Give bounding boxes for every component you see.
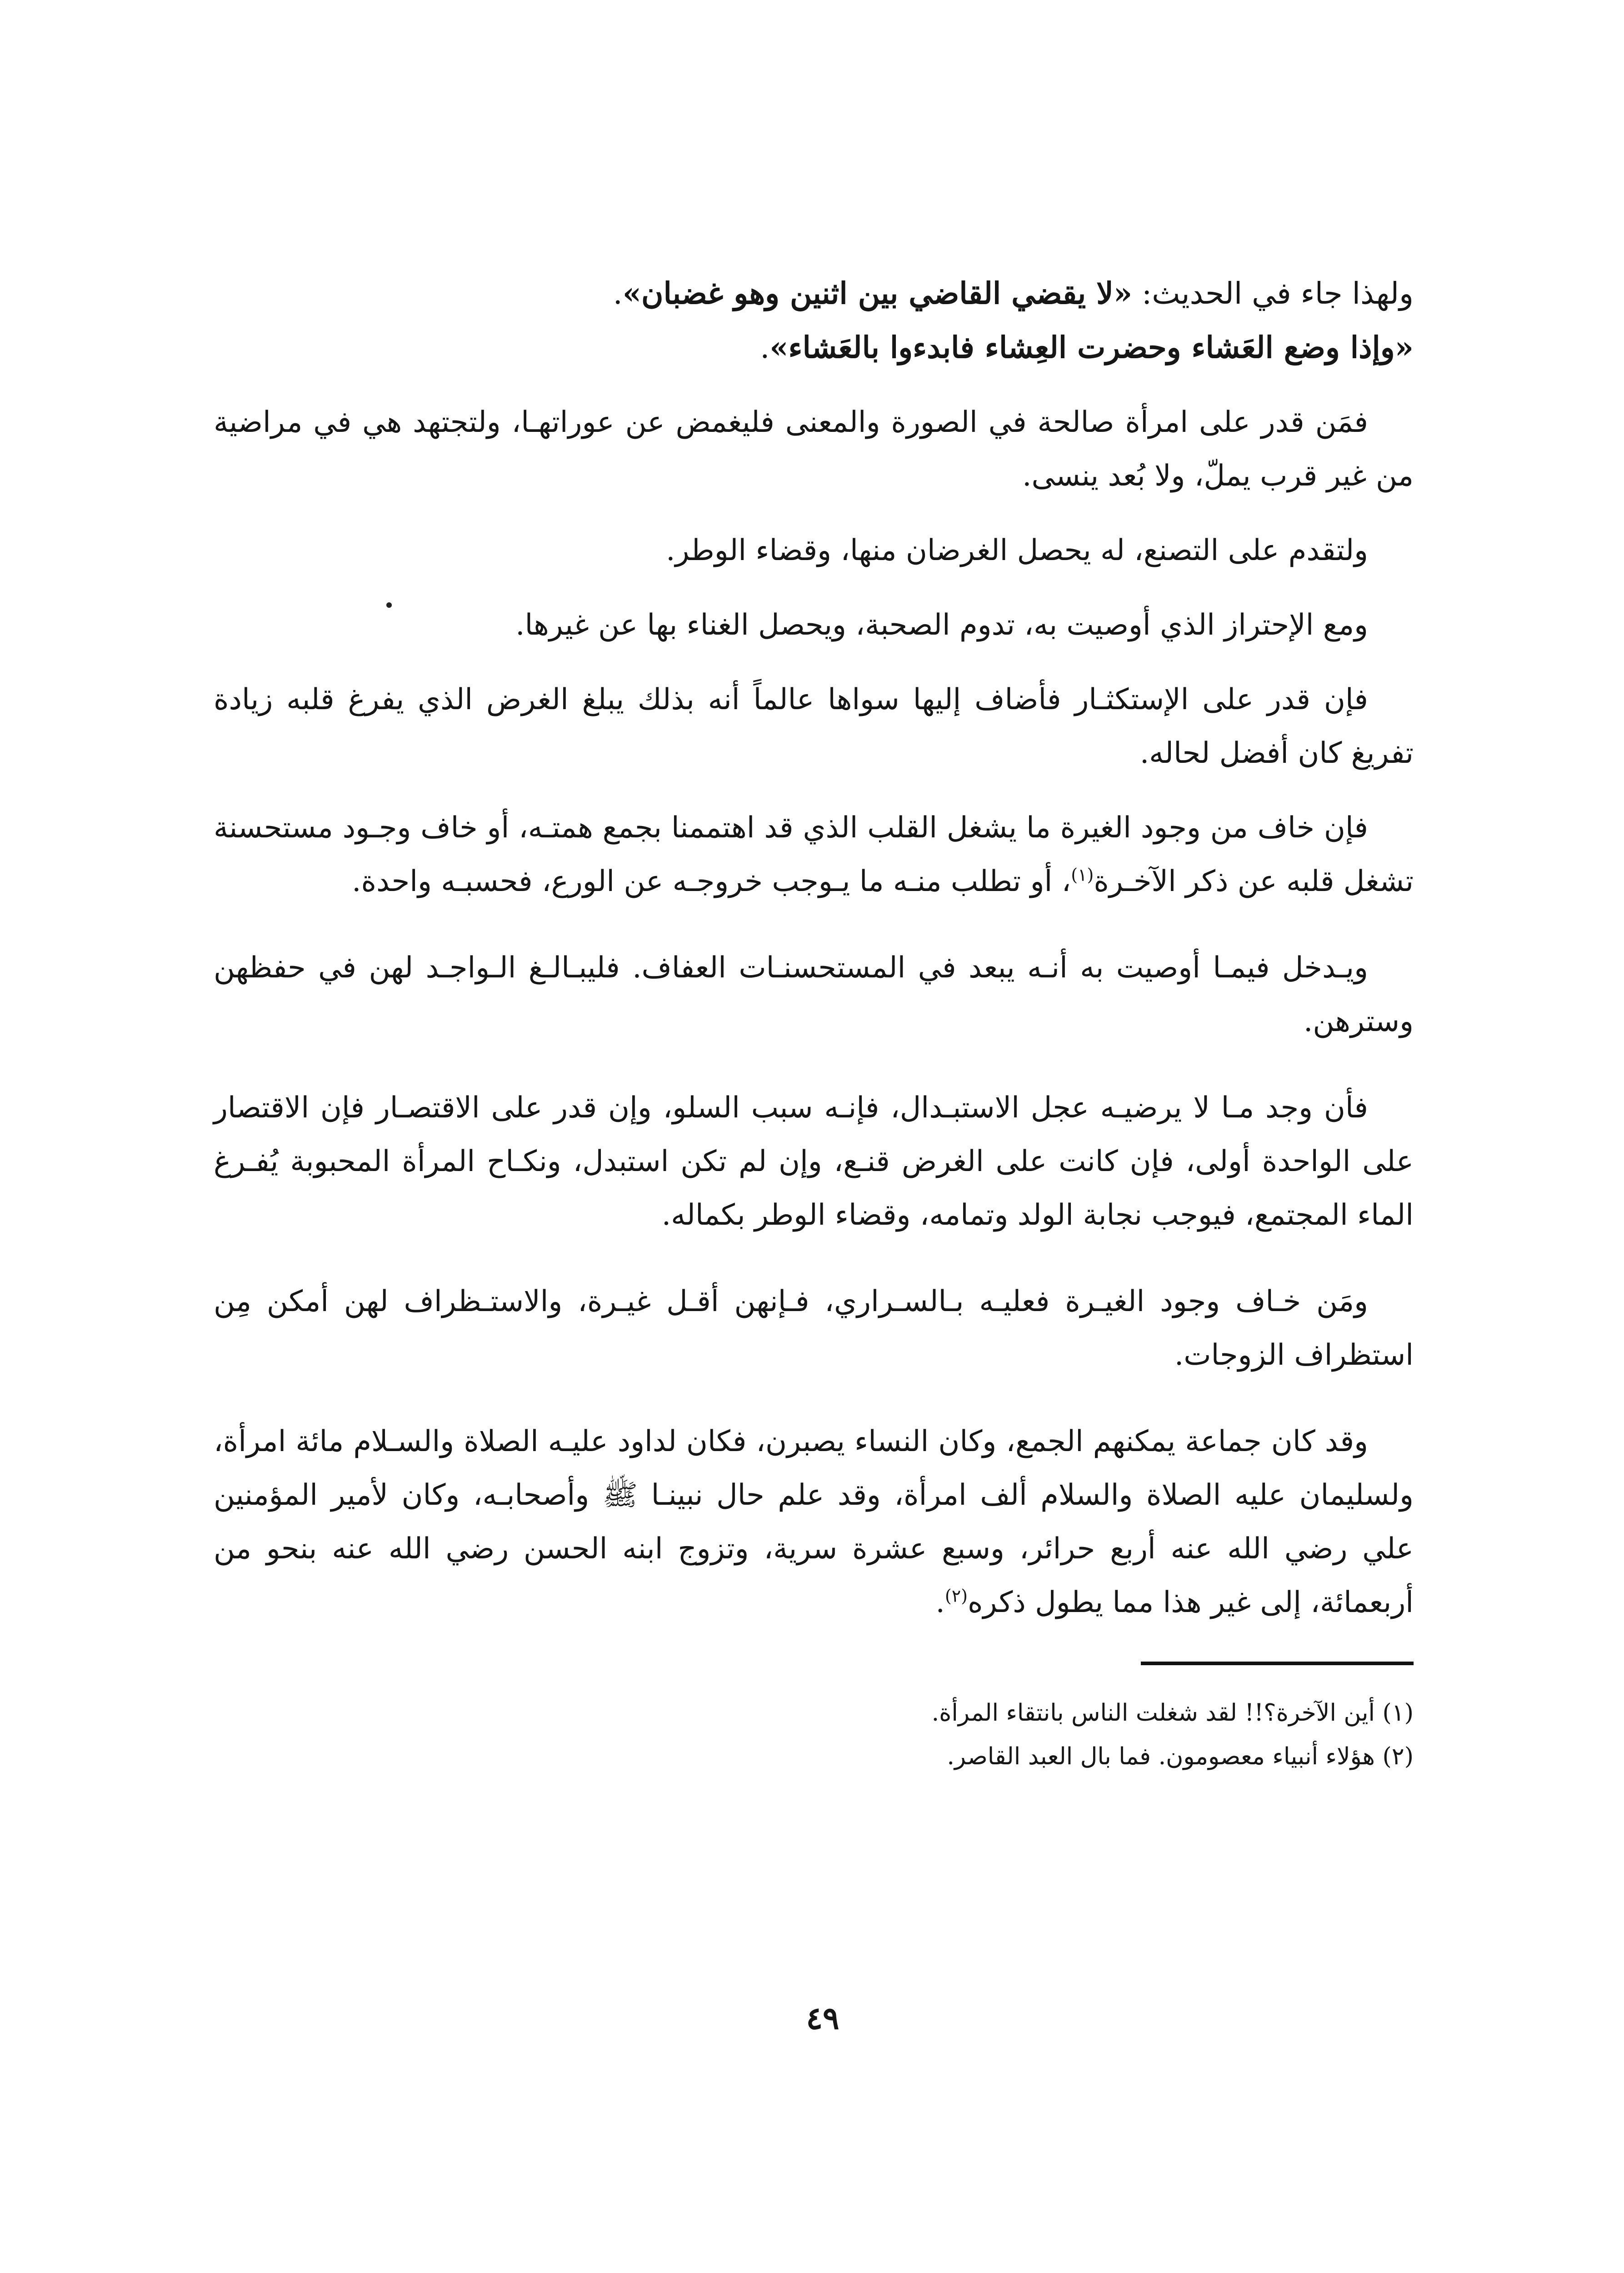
- footnote-ref-2: (٢): [944, 1586, 968, 1606]
- hadith-line-2: [214, 320, 1414, 375]
- page-body: [214, 245, 1414, 2064]
- hadith-1-lead: ولهذا جاء في الحديث:: [1132, 276, 1414, 311]
- footnote-separator: [1141, 1662, 1414, 1665]
- paragraph-jealousy-text: فإن خاف من وجود الغيرة ما يشغل القلب الذي قد اهتممنا بجمع همتـه، أو خاف وجـود مستحسنة تشغل قلبه عن ذكر الآخـرة: [214, 811, 1414, 898]
- hadith-line-1: [214, 266, 1414, 320]
- paragraph-replacement: فأن وجد مـا لا يرضيـه عجل الاستبـدال، فإنـه سبب السلو، وإن قدر على الاقتصـار فإن الاقتصار على الواحدة أولى، فإن كانت على الغرض قنـع، وإن لم تكن استبدل، ونكـاح المرأة المحبوبة يُفـرغ الماء المجتمع، فيوجب نجابة الولد وتمامه، وقضاء الوطر بكماله.: [214, 1091, 1414, 1232]
- paragraph-adornment: ولتقدم على التصنع، له يحصل الغرضان منها، وقضاء الوطر.: [666, 534, 1368, 567]
- footnote-ref-1: (١): [1071, 865, 1094, 885]
- paragraph-concubines: ومَن خـاف وجود الغيـرة فعليـه بـالسـراري، فـإنهن أقـل غيـرة، والاستـظراف لهن أمكن مِن استظراف الزوجات.: [214, 1285, 1414, 1372]
- footnote-2: (٢) هؤلاء أنبياء معصومون. فما بال العبد القاصر.: [947, 1743, 1414, 1770]
- paragraph-more-wives: فإن قدر على الإستكثـار فأضاف إليها سواها عالماً أنه بذلك يبلغ الغرض الذي يفرغ قلبه زيادة تفريغ كان أفضل لحاله.: [214, 683, 1414, 770]
- footnotes: [686, 1691, 1414, 1778]
- hadith-2-quote: «وإذا وضع العَشاء وحضرت العِشاء فابدءوا بالعَشاء»: [770, 330, 1414, 365]
- page-number: ٤٩: [806, 2000, 839, 2037]
- paragraph-jealousy: [214, 801, 1414, 908]
- paragraph-jealousy-text-end: ، أو تطلب منـه ما يـوجب خروجـه عن الورع، فحسبـه واحدة.: [352, 865, 1071, 898]
- paragraph-caution: ومع الإحتراز الذي أوصيت به، تدوم الصحبة، ويحصل الغناء بها عن غيرها.: [515, 608, 1368, 642]
- hadith-2-tail: .: [760, 330, 770, 365]
- scan-speck: [386, 602, 392, 608]
- paragraph-prophets: [214, 1415, 1414, 1629]
- hadith-1-quote: «لا يقضي القاضي بين اثنين وهو غضبان»: [622, 275, 1133, 311]
- hadith-1-tail: .: [613, 276, 623, 311]
- paragraph-righteous-wife: فمَن قدر على امرأة صالحة في الصورة والمعنى فليغمض عن عوراتهـا، ولتجتهد هي في مراضية من غير قرب يملّ، ولا بُعد ينسى.: [214, 406, 1414, 493]
- paragraph-prophets-text: وقد كان جماعة يمكنهم الجمع، وكان النساء يصبرن، فكان لداود عليـه الصلاة والسـلام مائة امرأة، ولسليمان عليه الصلاة والسلام ألف امرأة، وقد علم حال نبينـا ﷺ وأصحابـه، وكان لأمير المؤمنين علي رضي الله عنه أربع حرائر، وسبع عشرة سرية، وتزوج ابنه الحسن رضي الله عنه بنحو من أربعمائة، إلى غير هذا مما يطول ذكره: [214, 1425, 1414, 1619]
- footnote-1: (١) أين الآخرة؟!! لقد شغلت الناس بانتقاء المرأة.: [931, 1699, 1414, 1727]
- paragraph-chastity: ويـدخل فيمـا أوصيت به أنـه يبعد في المستحسنـات العفاف. فليبـالـغ الـواجـد لهن في حفظهن وسترهن.: [214, 951, 1414, 1038]
- paragraph-prophets-text-end: .: [935, 1586, 945, 1619]
